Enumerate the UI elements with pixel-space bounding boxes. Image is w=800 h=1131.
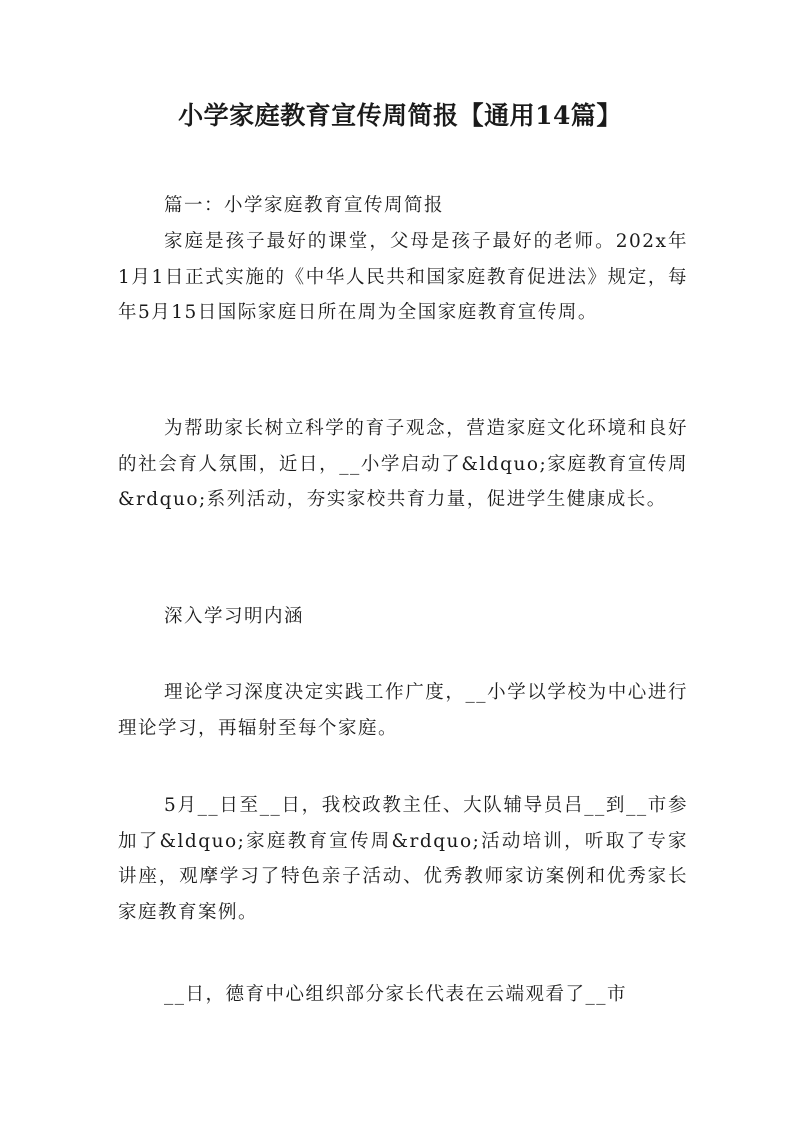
paragraph-3: 理论学习深度决定实践工作广度，__小学以学校为中心进行理论学习，再辐射至每个家庭。	[118, 682, 688, 739]
subheading-deep-study: 深入学习明内涵	[164, 606, 305, 627]
document-title: 小学家庭教育宣传周简报【通用14篇】	[178, 101, 622, 130]
paragraph-5: __日，德育中心组织部分家长代表在云端观看了__市	[164, 984, 628, 1005]
section-heading: 篇一：小学家庭教育宣传周简报	[164, 195, 445, 216]
paragraph-2: 为帮助家长树立科学的育子观念，营造家庭文化环境和良好的社会育人氛围，近日，__小学启动了&ldquo;家庭教育宣传周&rdquo;系列活动，夯实家校共育力量，促进学生健康成长。	[118, 418, 688, 510]
paragraph-4: 5月__日至__日，我校政教主任、大队辅导员吕__到__市参加了&ldquo;家庭教育宣传周&rdquo;活动培训，听取了专家讲座，观摩学习了特色亲子活动、优秀教师家访案例和优秀家长家庭教育案例。	[118, 795, 688, 923]
paragraph-1: 家庭是孩子最好的课堂，父母是孩子最好的老师。202x年1月1日正式实施的《中华人民共和国家庭教育促进法》规定，每年5月15日国际家庭日所在周为全国家庭教育宣传周。	[118, 231, 688, 323]
